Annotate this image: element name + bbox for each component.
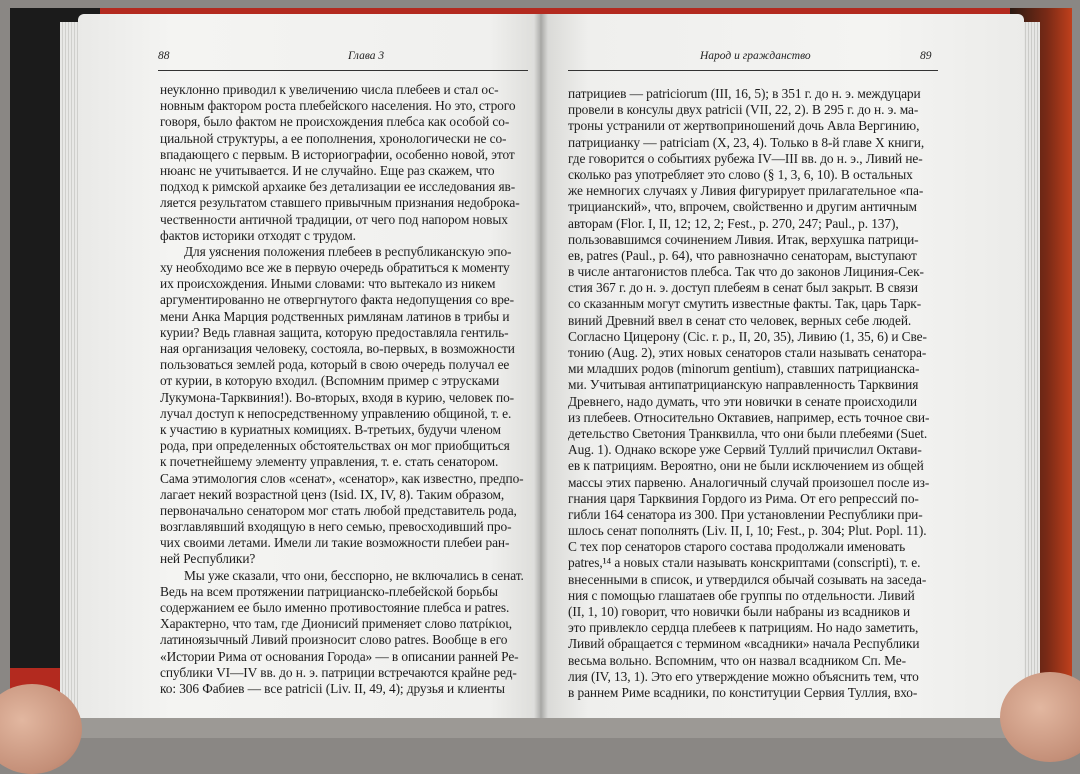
text-line: говоря, было фактом не происхождения плебса как особой со- <box>160 114 510 130</box>
text-line: лагает некий возрастной ценз (Isid. IX, IV, 8). Таким образом, <box>160 486 505 502</box>
text-line: Мы уже сказали, что они, бесспорно, не включались в сенат. <box>184 567 524 583</box>
text-line: гнания царя Тарквиния Гордого из Рима. От его репрессий по- <box>568 490 919 506</box>
text-line: к участию в куриатных комициях. В-третьих, будучи членом <box>160 421 501 437</box>
left-running-head: Глава 3 <box>348 50 385 62</box>
text-line: ней Республики? <box>160 551 256 567</box>
text-line: шлось сенат пополнять (Liv. II, I, 10; Fest., p. 304; Plut. Popl. 11). <box>568 523 927 539</box>
text-line: детельство Светония Транквилла, что они были плебеями (Suet. <box>568 425 928 441</box>
text-line: Для уяснения положения плебеев в республиканскую эпо- <box>184 243 512 259</box>
text-line: Древнего, надо думать, что эти новички в сенате происходили <box>568 393 917 409</box>
text-line: лия (IV, 13, 1). Это его утверждение можно объяснить тем, что <box>568 668 919 684</box>
left-header-rule <box>158 70 528 71</box>
text-line: Характерно, что там, где Дионисий применяет слово πατρίκιοι, <box>160 616 513 632</box>
text-line: авторам (Flor. I, II, 12; 12, 2; Fest., p. 270, 247; Paul., p. 137), <box>568 215 899 231</box>
text-line: провели в консулы двух patricii (VII, 22, 2). В 295 г. до н. э. ма- <box>568 102 919 118</box>
text-line: (II, 1, 10) говорит, что новички были набраны из всадников и <box>568 604 911 619</box>
right-header-rule <box>568 70 938 71</box>
text-line: пользовавшимся сочинением Ливия. Итак, верхушка патрици- <box>568 231 919 247</box>
text-line: трицианский», что, впрочем, свойственно и другим античным <box>568 199 917 215</box>
text-line: первоначально сенатором мог стать любой представитель рода, <box>160 502 517 518</box>
text-line: Aug. 1). Однако вскоре уже Сервий Туллий причислил Октави- <box>568 442 922 458</box>
right-running-head: Народ и гражданство <box>700 50 811 62</box>
text-line: Лукумона-Тарквиния!). Во-вторых, входя в курию, человек по- <box>160 389 515 405</box>
text-line: сколько раз употребляет это слово (§ 1, 3, 6, 10). В остальных <box>568 166 913 182</box>
text-line: нюанс не учитывается. И не случайно. Еще раз скажем, что <box>160 162 495 178</box>
right-page-number: 89 <box>920 50 932 62</box>
text-line: ев, patres (Paul., p. 64), что равнозначно сенаторам, выступают <box>568 247 917 263</box>
text-line: мени Анка Марция родственных римлянам латинов в трибы и <box>160 308 510 324</box>
text-line: ния с помощью глашатаев обе группы по отдельности. Ливий <box>568 587 915 603</box>
text-line: Ливий обращается с термином «всадники» начала Республики <box>568 636 920 652</box>
text-line: патрицианку — patriciam (X, 23, 4). Только в 8-й главе X книги, <box>568 134 925 150</box>
text-line: «Истории Рима от основания Города» — в описании ранней Ре- <box>160 648 519 664</box>
text-line: С тех пор сенаторов старого состава продолжали именовать <box>568 539 906 555</box>
text-line: содержанием ее было именно противостояние плебса и patres. <box>160 600 510 615</box>
text-line: из плебеев. Относительно Октавиев, например, есть точное сви- <box>568 409 930 425</box>
text-line: в раннем Риме всадники, по конституции Сервия Туллия, вхо- <box>568 684 918 700</box>
text-line: впадающего с первым. В историографии, особенно новой, этот <box>160 146 515 162</box>
text-line: к почетнейшему элементу управления, т. е. стать сенатором. <box>160 454 499 470</box>
text-line: patres,¹⁴ а новых стали называть конскриптами (conscripti), т. е. <box>568 555 921 571</box>
text-line: пользоваться землей рода, который в свою очередь получал ее <box>160 357 510 373</box>
text-line: чественности античной традиции, от чего под напором новых <box>160 211 508 227</box>
right-page <box>540 14 1024 718</box>
text-line: возглавлявший входящую в него семью, превосходивший про- <box>160 519 512 535</box>
text-line: ху необходимо все же в первую очередь обратиться к моменту <box>160 260 510 276</box>
text-line: от курии, в которую входил. (Вспомним пример с этрусками <box>160 373 500 389</box>
right-page-text <box>568 86 942 701</box>
text-line: лучал доступ к непосредственному управлению общиной, т. е. <box>160 405 512 421</box>
text-line: спублики VI—IV вв. до н. э. патриции встречаются крайне ред- <box>160 664 517 680</box>
text-line: тонию (Aug. 2), этих новых сенаторов стали называть сенатора- <box>568 345 927 360</box>
book-gutter <box>534 14 548 718</box>
text-line: в числе антагонистов плебса. Так что до законов Лициния-Сек- <box>568 264 924 280</box>
text-line: это привлекло сердца плебеев к патрициям. Но надо заметить, <box>568 620 919 636</box>
left-page <box>78 14 546 718</box>
text-line: циальной структуры, а ее пополнения, хронологически не со- <box>160 130 507 146</box>
text-line: со сказанным могут смутить известные факты. Так, царь Тарк- <box>568 296 922 312</box>
text-line: курии? Ведь главная защита, которую предоставляла гентиль- <box>160 324 509 340</box>
text-line: неуклонно приводил к увеличению числа плебеев и стал ос- <box>160 82 499 97</box>
text-line: ко: 306 Фабиев — все patricii (Liv. II, 49, 4); друзья и клиенты <box>160 680 505 696</box>
text-line: ми младших родов (minorum gentium), ставших патрицианска- <box>568 361 920 377</box>
text-line: ев к патрициям. Вероятно, они не были исключением из общей <box>568 458 924 474</box>
text-line: патрициев — patriciorum (III, 16, 5); в 351 г. до н. э. междуцари <box>568 86 921 101</box>
text-line: массы этих парвеню. Аналогичный случай произошел после из- <box>568 474 930 490</box>
text-line: весьма вольно. Вспомним, что он назвал всадником Сп. Ме- <box>568 652 906 668</box>
text-line: их происхождения. Иными словами: что вытекало из никем <box>160 276 496 292</box>
text-line: гибли 164 сенатора из 300. При установлении Республики при- <box>568 506 923 522</box>
text-line: Сама этимология слов «сенат», «сенатор», как известно, предпо- <box>160 470 524 486</box>
text-line: внесенными в список, и утвердился обычай созывать на заседа- <box>568 571 927 587</box>
text-line: виний Древний ввел в сенат сто человек, верных себе людей. <box>568 312 912 328</box>
text-line: Согласно Цицерону (Cic. r. p., II, 20, 35), Ливию (1, 35, 6) и Све- <box>568 328 927 344</box>
text-line: где говорится о событиях рубежа IV—III вв. до н. э., Ливий не- <box>568 150 923 166</box>
text-line: фактов историки отходят с трудом. <box>160 227 356 243</box>
text-line: стия 367 г. до н. э. доступ плебеям в сенат был закрыт. В связи <box>568 280 918 296</box>
text-line: рода, при определенных обстоятельствах он мог приобщиться <box>160 438 510 454</box>
left-page-text <box>160 82 526 697</box>
text-line: троны устранили от жертвоприношений дочь Авла Вергинию, <box>568 118 920 134</box>
text-line: подход к римской архаике без детализации ее исследования яв- <box>160 179 516 195</box>
text-line: ляется результатом ставшего привычным признания недоброка- <box>160 195 520 211</box>
text-line: ная организация человеку, состояла, во-первых, в возможности <box>160 341 515 356</box>
text-line: аргументированно не отвергнутого факта недопущения со вре- <box>160 292 515 308</box>
text-line: новным фактором роста плебейского населения. Но это, строго <box>160 98 516 114</box>
text-line: ми. Учитывая антипатрицианскую направленность Тарквиния <box>568 377 919 393</box>
text-line: Ведь на всем протяжении патрицианско-плебейской борьбы <box>160 583 498 599</box>
text-line: же немногих случаях у Ливия фигурирует прилагательное «па- <box>568 183 924 199</box>
text-line: латиноязычный Ливий произносит слово patres. Вообще в его <box>160 632 508 648</box>
text-line: чих своими летами. Имели ли такие возможности плебеи ран- <box>160 535 510 551</box>
left-page-number: 88 <box>158 50 170 62</box>
